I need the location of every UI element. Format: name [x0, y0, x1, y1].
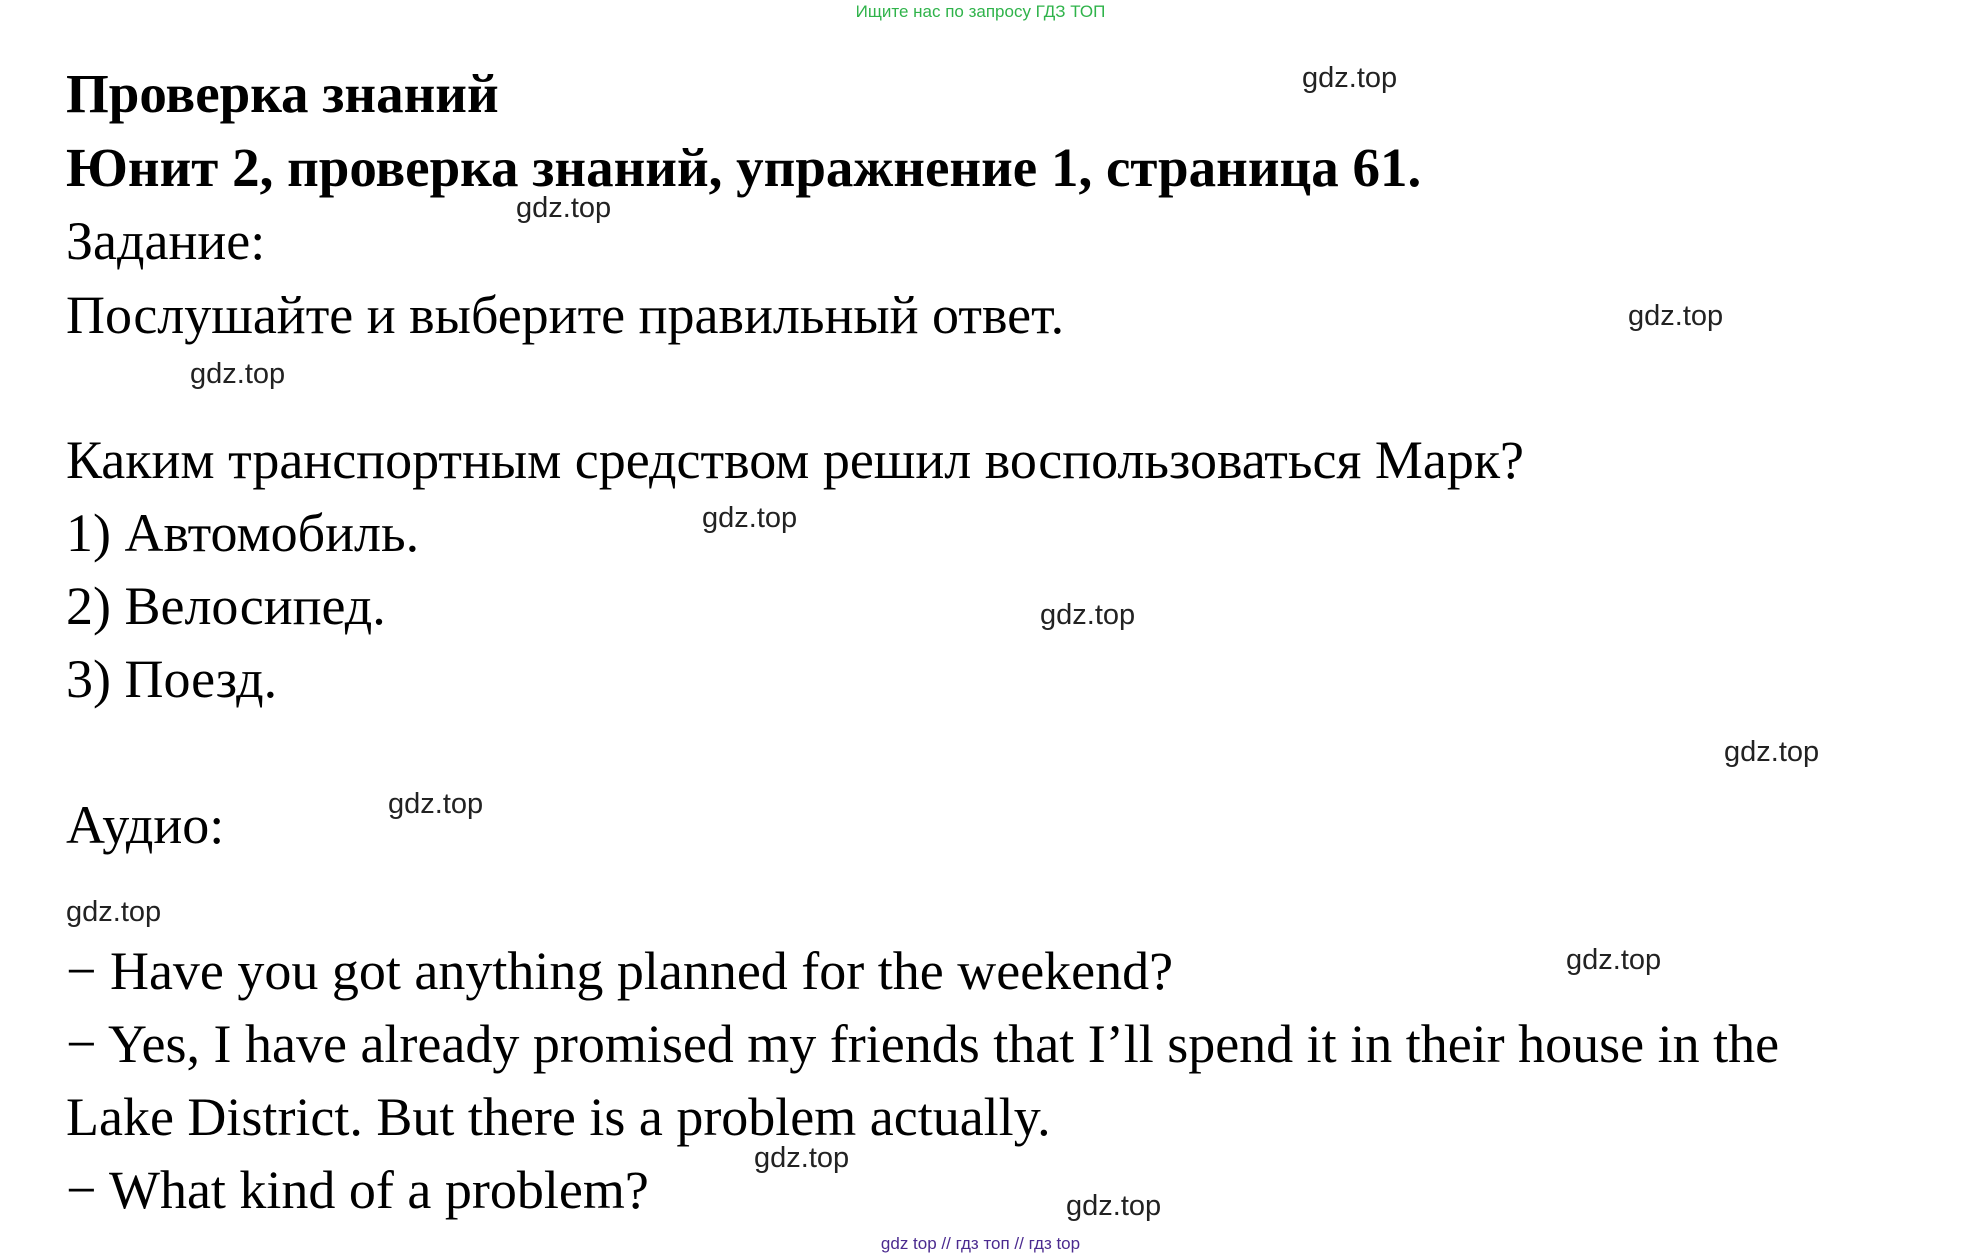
option-3: 3) Поезд.	[66, 649, 278, 709]
footer-watermark: gdz top // гдз топ // гдз top	[880, 1234, 1081, 1253]
task-question: Каким транспортным средством решил воспользоваться Марк?	[66, 430, 1525, 490]
option-1: 1) Автомобиль.	[66, 503, 420, 563]
page-subtitle: Юнит 2, проверка знаний, упражнение 1, страница 61.	[66, 137, 1422, 198]
audio-line: − Yes, I have already promised my friends that I’ll spend it in their house in the	[66, 1014, 1780, 1074]
watermark: gdz.top	[1040, 599, 1136, 631]
watermark: gdz.top	[702, 502, 798, 534]
watermark: gdz.top	[1302, 62, 1398, 94]
page-title: Проверка знаний	[66, 63, 499, 124]
watermark: gdz.top	[754, 1142, 850, 1174]
audio-label: Аудио:	[66, 795, 225, 855]
watermark: gdz.top	[1628, 300, 1724, 332]
top-banner: Ищите нас по запросу ГДЗ ТОП	[855, 2, 1106, 21]
watermark: gdz.top	[388, 788, 484, 820]
audio-line: − Have you got anything planned for the weekend?	[66, 941, 1174, 1001]
watermark: gdz.top	[516, 192, 612, 224]
watermark: gdz.top	[1724, 736, 1820, 768]
watermark: gdz.top	[66, 896, 162, 928]
audio-line: Lake District. But there is a problem actually.	[66, 1087, 1051, 1147]
watermark: gdz.top	[190, 358, 286, 390]
option-2: 2) Велосипед.	[66, 576, 386, 636]
watermark: gdz.top	[1566, 944, 1662, 976]
watermark: gdz.top	[1066, 1190, 1162, 1222]
task-instruction: Послушайте и выберите правильный ответ.	[66, 285, 1065, 345]
task-label: Задание:	[66, 211, 266, 271]
audio-line: − What kind of a problem?	[66, 1160, 649, 1220]
